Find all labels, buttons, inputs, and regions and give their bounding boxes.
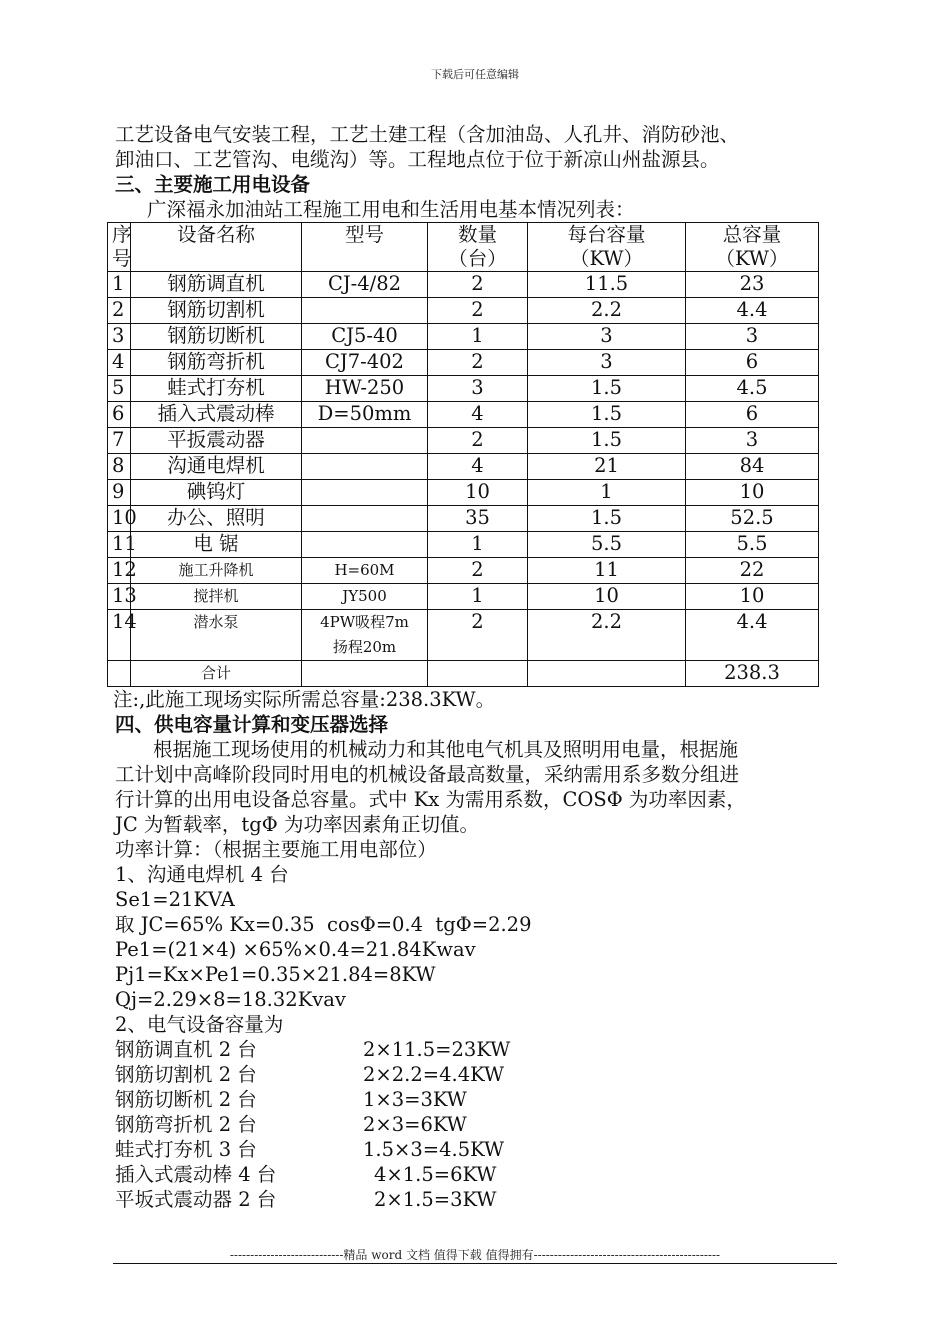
cell-model: 4PW吸程7m 扬程20m bbox=[302, 610, 428, 661]
table-row bbox=[108, 272, 819, 298]
capacity-item-formula: 2×3=6KW bbox=[363, 1113, 467, 1136]
cell-qty: 35 bbox=[428, 506, 528, 532]
cell-name: 沟通电焊机 bbox=[131, 454, 302, 480]
cell-name: 钢筋切断机 bbox=[131, 324, 302, 350]
cell-name: 插入式震动棒 bbox=[131, 402, 302, 428]
cell-unit-capacity: 10 bbox=[528, 584, 686, 610]
section4-para-1: 根据施工现场使用的机械动力和其他电气机具及照明用电量，根据施 bbox=[153, 738, 739, 761]
table-row bbox=[108, 506, 819, 532]
cell-model: CJ5-40 bbox=[302, 324, 428, 350]
calc-line: 2、电气设备容量为 bbox=[115, 1013, 284, 1036]
cell-model bbox=[302, 428, 428, 454]
cell-no: 4 bbox=[108, 350, 131, 376]
table-row bbox=[108, 454, 819, 480]
cell-no: 7 bbox=[108, 428, 131, 454]
cell-total-capacity: 23 bbox=[686, 272, 819, 298]
calc-line: Se1=21KVA bbox=[115, 888, 235, 911]
calc-line: Pe1=(21×4) ×65%×0.4=21.84Kwav bbox=[115, 938, 476, 961]
cell-qty: 10 bbox=[428, 480, 528, 506]
cell-no: 12 bbox=[108, 558, 131, 584]
cell-unit-capacity: 3 bbox=[528, 324, 686, 350]
table-row bbox=[108, 298, 819, 324]
cell-model: CJ-4/82 bbox=[302, 272, 428, 298]
capacity-item-name: 钢筋切割机 2 台 bbox=[115, 1063, 257, 1086]
cell-name: 碘钨灯 bbox=[131, 480, 302, 506]
cell-unit-capacity: 1 bbox=[528, 480, 686, 506]
cell-no: 11 bbox=[108, 532, 131, 558]
cell-unit-capacity: 21 bbox=[528, 454, 686, 480]
cell-qty: 4 bbox=[428, 402, 528, 428]
cell-total-capacity: 4.4 bbox=[686, 298, 819, 324]
cell-total-capacity: 6 bbox=[686, 402, 819, 428]
cell-unit-capacity: 1.5 bbox=[528, 402, 686, 428]
table-row bbox=[108, 532, 819, 558]
cell-no: 6 bbox=[108, 402, 131, 428]
cell-model bbox=[302, 298, 428, 324]
cell-qty: 2 bbox=[428, 298, 528, 324]
cell-model bbox=[302, 506, 428, 532]
cell-no: 8 bbox=[108, 454, 131, 480]
header-name: 设备名称 bbox=[131, 223, 302, 272]
cell-no: 1 bbox=[108, 272, 131, 298]
page-header: 下载后可任意编辑 bbox=[431, 68, 519, 81]
cell-unit-capacity: 5.5 bbox=[528, 532, 686, 558]
cell-model: D=50mm bbox=[302, 402, 428, 428]
capacity-item bbox=[115, 1137, 855, 1162]
cell-unit-capacity bbox=[528, 661, 686, 687]
header-total-capacity: 总容量 （KW） bbox=[686, 223, 819, 272]
cell-total-capacity: 84 bbox=[686, 454, 819, 480]
header-model: 型号 bbox=[302, 223, 428, 272]
cell-total-capacity: 10 bbox=[686, 480, 819, 506]
table-total-row bbox=[108, 661, 819, 687]
capacity-item-name: 钢筋弯折机 2 台 bbox=[115, 1113, 257, 1136]
cell-unit-capacity: 1.5 bbox=[528, 428, 686, 454]
cell-no: 3 bbox=[108, 324, 131, 350]
capacity-item-formula: 1.5×3=4.5KW bbox=[363, 1138, 505, 1161]
cell-unit-capacity: 3 bbox=[528, 350, 686, 376]
cell-no: 13 bbox=[108, 584, 131, 610]
table-row bbox=[108, 428, 819, 454]
cell-name: 钢筋弯折机 bbox=[131, 350, 302, 376]
cell-name: 施工升降机 bbox=[131, 558, 302, 584]
calculation-lines bbox=[115, 837, 855, 1037]
table-header-row bbox=[108, 223, 819, 272]
capacity-item-formula: 1×3=3KW bbox=[363, 1088, 467, 1111]
cell-total-capacity: 5.5 bbox=[686, 532, 819, 558]
cell-no: 14 bbox=[108, 610, 131, 661]
calc-line: 功率计算：（根据主要施工用电部位） bbox=[115, 838, 437, 861]
cell-name: 平扳震动器 bbox=[131, 428, 302, 454]
cell-model bbox=[302, 480, 428, 506]
cell-total-label: 合计 bbox=[131, 661, 302, 687]
intro-line-2: 卸油口、工艺管沟、电缆沟）等。工程地点位于位于新凉山州盐源县。 bbox=[115, 148, 720, 171]
cell-model: JY500 bbox=[302, 584, 428, 610]
cell-unit-capacity: 1.5 bbox=[528, 506, 686, 532]
capacity-item bbox=[115, 1112, 855, 1137]
cell-no: 9 bbox=[108, 480, 131, 506]
cell-no: 10 bbox=[108, 506, 131, 532]
cell-qty: 1 bbox=[428, 532, 528, 558]
capacity-item bbox=[115, 1162, 855, 1187]
cell-model: H=60M bbox=[302, 558, 428, 584]
table-row bbox=[108, 610, 819, 661]
cell-name: 钢筋调直机 bbox=[131, 272, 302, 298]
table-row bbox=[108, 558, 819, 584]
cell-total-capacity: 6 bbox=[686, 350, 819, 376]
table-row bbox=[108, 376, 819, 402]
table-row bbox=[108, 584, 819, 610]
cell-name: 蛙式打夯机 bbox=[131, 376, 302, 402]
capacity-item bbox=[115, 1037, 855, 1062]
capacity-item-formula: 2×1.5=3KW bbox=[374, 1188, 497, 1211]
cell-model: CJ7-402 bbox=[302, 350, 428, 376]
cell-model bbox=[302, 454, 428, 480]
calc-line: Pj1=Kx×Pe1=0.35×21.84=8KW bbox=[115, 963, 436, 986]
cell-no: 5 bbox=[108, 376, 131, 402]
capacity-list bbox=[115, 1037, 855, 1212]
capacity-item-name: 钢筋调直机 2 台 bbox=[115, 1038, 257, 1061]
cell-qty: 2 bbox=[428, 350, 528, 376]
capacity-item-formula: 2×11.5=23KW bbox=[363, 1038, 511, 1061]
cell-total-capacity: 4.4 bbox=[686, 610, 819, 661]
section4-para-2: 工计划中高峰阶段同时用电的机械设备最高数量，采纳需用系多数分组进 bbox=[115, 763, 740, 786]
capacity-item-name: 平坂式震动器 2 台 bbox=[115, 1188, 277, 1211]
cell-total-capacity: 238.3 bbox=[686, 661, 819, 687]
cell-model bbox=[302, 661, 428, 687]
header-qty: 数量 （台） bbox=[428, 223, 528, 272]
capacity-item-name: 插入式震动棒 4 台 bbox=[115, 1163, 277, 1186]
calc-line: 1、沟通电焊机 4 台 bbox=[115, 863, 289, 886]
cell-no: 2 bbox=[108, 298, 131, 324]
cell-model bbox=[302, 532, 428, 558]
calc-line: 取 JC=65% Kx=0.35 cosΦ=0.4 tgΦ=2.29 bbox=[115, 913, 532, 936]
capacity-item-name: 钢筋切断机 2 台 bbox=[115, 1088, 257, 1111]
footer-rule bbox=[113, 1263, 837, 1264]
table-row bbox=[108, 324, 819, 350]
cell-qty bbox=[428, 661, 528, 687]
cell-name: 钢筋切割机 bbox=[131, 298, 302, 324]
cell-name: 办公、照明 bbox=[131, 506, 302, 532]
cell-name: 搅拌机 bbox=[131, 584, 302, 610]
cell-total-capacity: 4.5 bbox=[686, 376, 819, 402]
table-row bbox=[108, 402, 819, 428]
cell-no bbox=[108, 661, 131, 687]
capacity-item bbox=[115, 1087, 855, 1112]
cell-unit-capacity: 2.2 bbox=[528, 610, 686, 661]
capacity-item bbox=[115, 1062, 855, 1087]
section4-para-3: 行计算的出用电设备总容量。式中 Kx 为需用系数，COSΦ 为功率因素， bbox=[115, 788, 746, 811]
cell-unit-capacity: 11.5 bbox=[528, 272, 686, 298]
cell-unit-capacity: 11 bbox=[528, 558, 686, 584]
section4-para-4: JC 为暂载率，tgΦ 为功率因素角正切值。 bbox=[115, 813, 479, 836]
cell-qty: 2 bbox=[428, 272, 528, 298]
intro-line-1: 工艺设备电气安装工程，工艺土建工程（含加油岛、人孔井、消防砂池、 bbox=[115, 123, 740, 146]
cell-qty: 1 bbox=[428, 324, 528, 350]
section4-title: 四、供电容量计算和变压器选择 bbox=[115, 713, 389, 736]
table-row bbox=[108, 350, 819, 376]
cell-unit-capacity: 1.5 bbox=[528, 376, 686, 402]
cell-total-capacity: 52.5 bbox=[686, 506, 819, 532]
cell-total-capacity: 10 bbox=[686, 584, 819, 610]
capacity-item bbox=[115, 1187, 855, 1212]
capacity-item-formula: 4×1.5=6KW bbox=[374, 1163, 497, 1186]
cell-total-capacity: 3 bbox=[686, 428, 819, 454]
capacity-note: 注:,此施工现场实际所需总容量:238.3KW。 bbox=[113, 688, 496, 711]
table-caption: 广深福永加油站工程施工用电和生活用电基本情况列表： bbox=[147, 198, 635, 221]
section3-title: 三、主要施工用电设备 bbox=[115, 173, 311, 196]
cell-total-capacity: 22 bbox=[686, 558, 819, 584]
cell-name: 潜水泵 bbox=[131, 610, 302, 661]
cell-qty: 2 bbox=[428, 558, 528, 584]
equipment-table bbox=[107, 222, 819, 687]
cell-qty: 1 bbox=[428, 584, 528, 610]
capacity-item-formula: 2×2.2=4.4KW bbox=[363, 1063, 505, 1086]
cell-total-capacity: 3 bbox=[686, 324, 819, 350]
calc-line: Qj=2.29×8=18.32Kvav bbox=[115, 988, 346, 1011]
capacity-item-name: 蛙式打夯机 3 台 bbox=[115, 1138, 257, 1161]
cell-qty: 3 bbox=[428, 376, 528, 402]
header-no: 序 号 bbox=[108, 223, 131, 272]
cell-name: 电 锯 bbox=[131, 532, 302, 558]
cell-model: HW-250 bbox=[302, 376, 428, 402]
cell-unit-capacity: 2.2 bbox=[528, 298, 686, 324]
cell-qty: 2 bbox=[428, 610, 528, 661]
page-footer: ----------------------------精品 word 文档 值得下载 值得拥有---------------------------------------------- bbox=[229, 1248, 721, 1262]
table-row bbox=[108, 480, 819, 506]
document-body bbox=[112, 122, 855, 1212]
cell-qty: 2 bbox=[428, 428, 528, 454]
header-unit-capacity: 每台容量 （KW） bbox=[528, 223, 686, 272]
cell-qty: 4 bbox=[428, 454, 528, 480]
